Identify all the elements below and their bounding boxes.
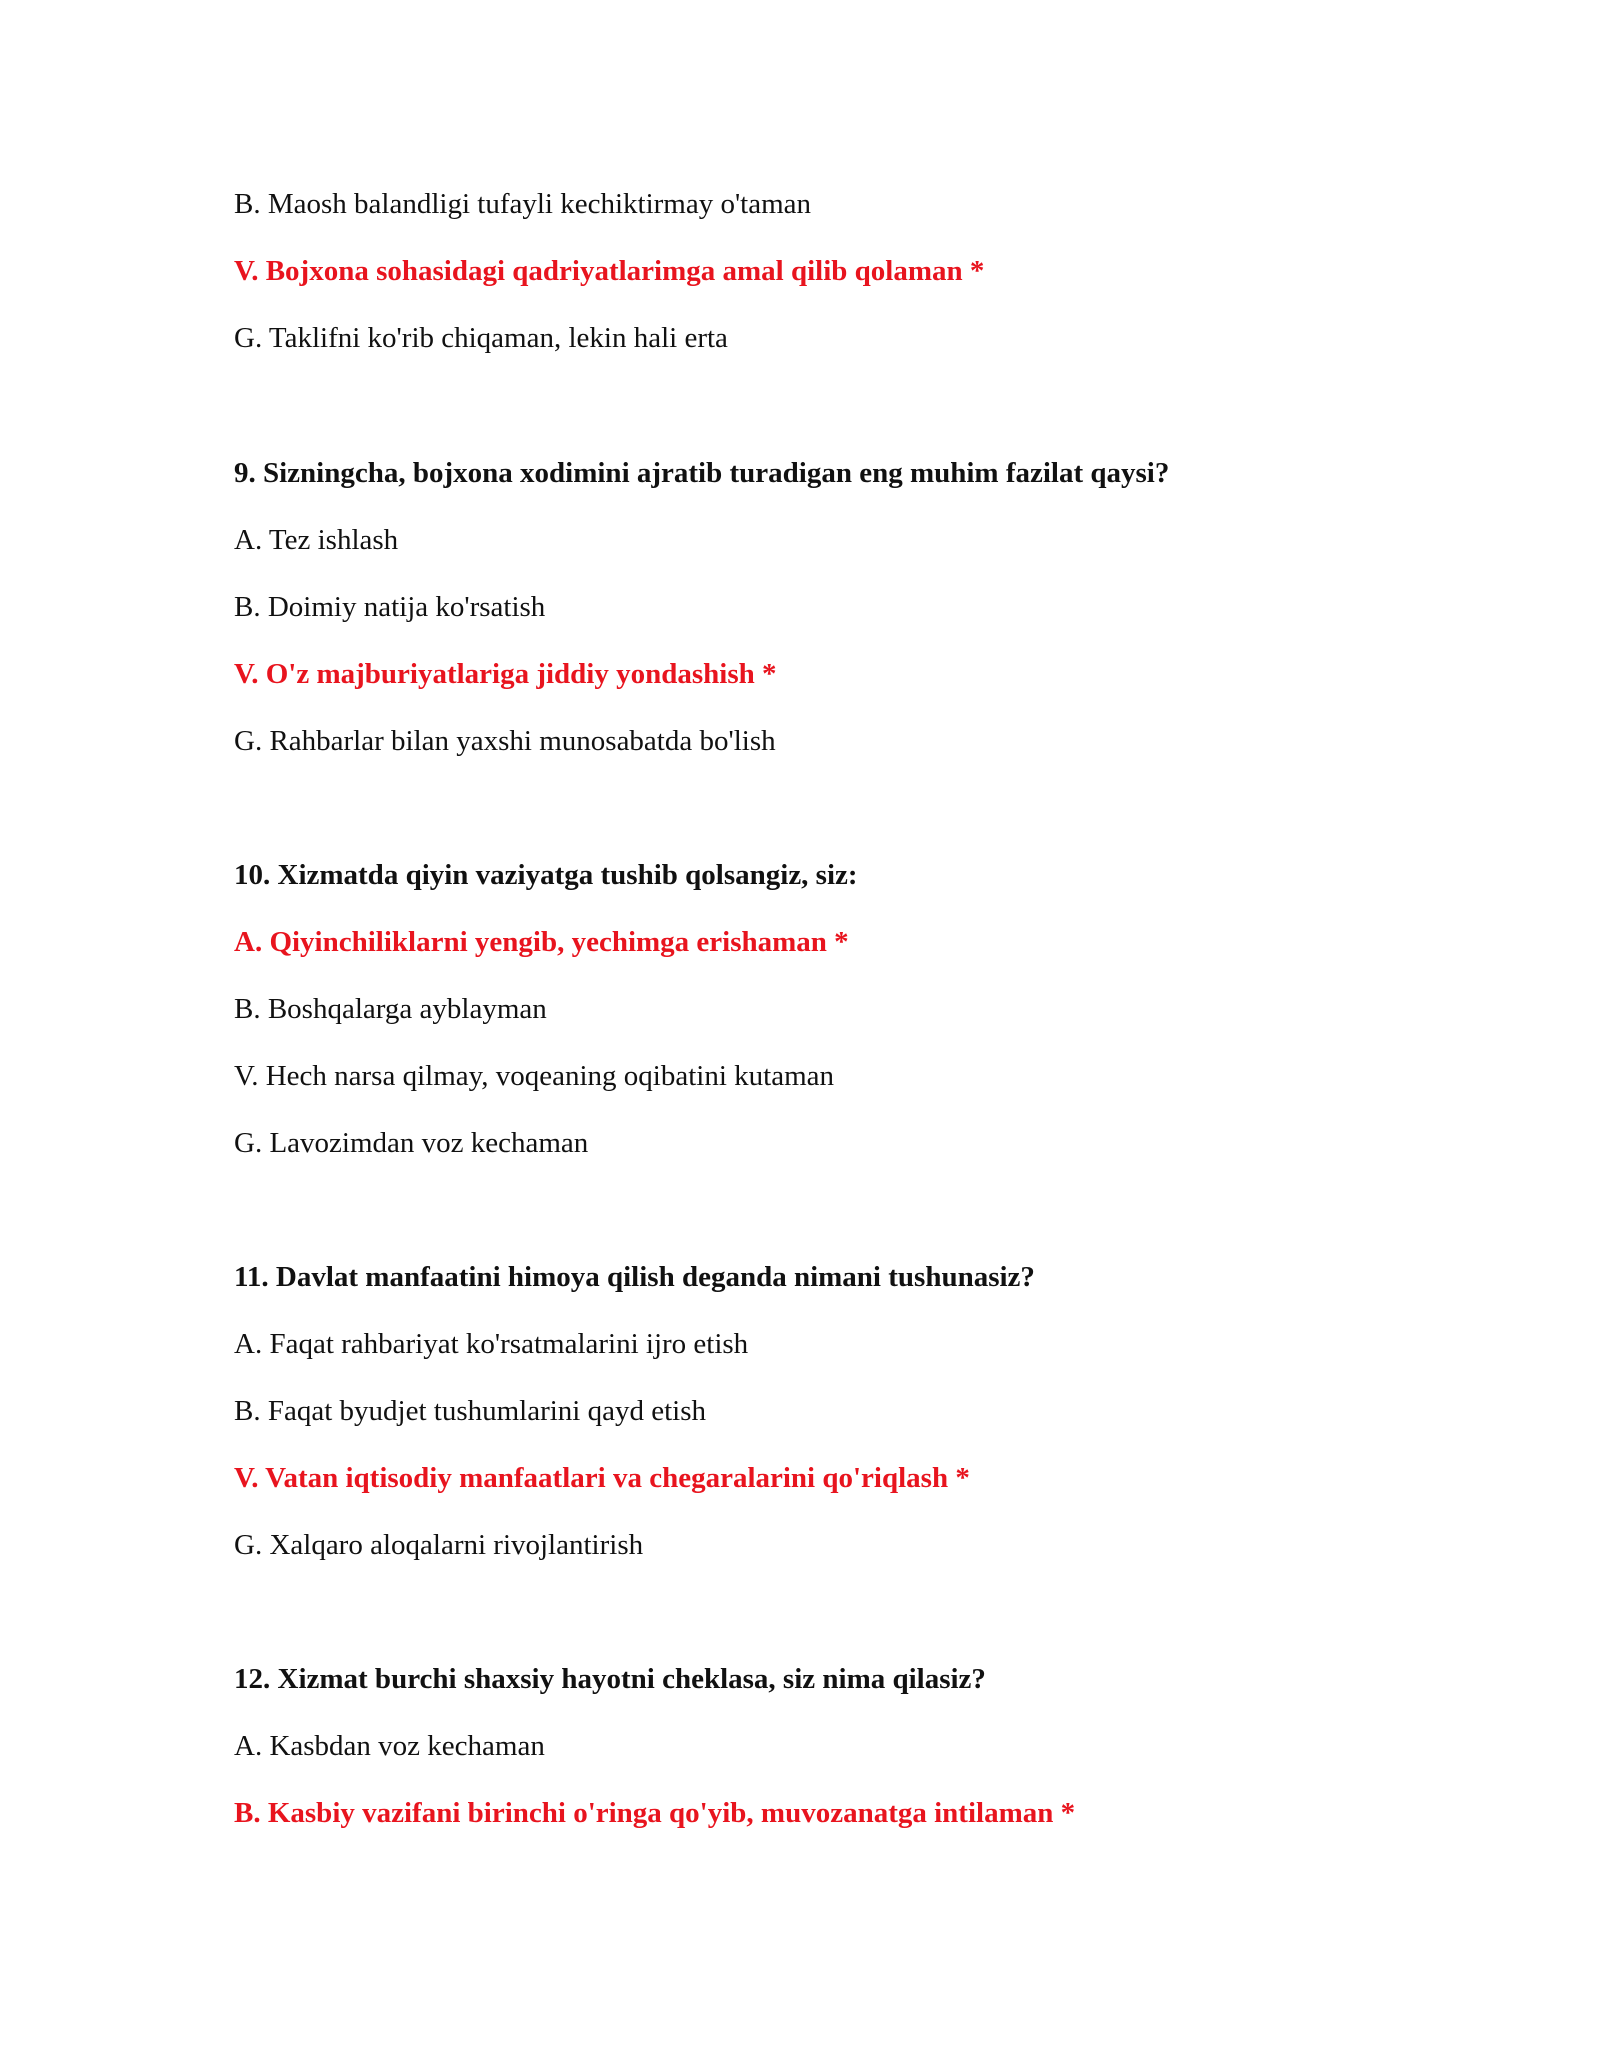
- q10-option-g: G. Lavozimdan voz kechaman: [234, 1127, 589, 1159]
- q11-option-v-correct: V. Vatan iqtisodiy manfaatlari va chegaralarini qo'riqlash *: [234, 1462, 970, 1494]
- q9-question: 9. Sizningcha, bojxona xodimini ajratib turadigan eng muhim fazilat qaysi?: [234, 457, 1170, 489]
- q8-option-g: G. Taklifni ko'rib chiqaman, lekin hali erta: [234, 322, 728, 354]
- q8-option-v-correct: V. Bojxona sohasidagi qadriyatlarimga amal qilib qolaman *: [234, 255, 985, 287]
- q10-option-a-correct: A. Qiyinchiliklarni yengib, yechimga erishaman *: [234, 926, 849, 958]
- q9-option-g: G. Rahbarlar bilan yaxshi munosabatda bo'lish: [234, 725, 776, 757]
- q10-option-b: B. Boshqalarga ayblayman: [234, 993, 547, 1025]
- q11-option-a: A. Faqat rahbariyat ko'rsatmalarini ijro etish: [234, 1328, 749, 1360]
- q12-option-b-correct: B. Kasbiy vazifani birinchi o'ringa qo'yib, muvozanatga intilaman *: [234, 1797, 1076, 1829]
- q12-option-a: A. Kasbdan voz kechaman: [234, 1730, 545, 1762]
- q9-option-v-correct: V. O'z majburiyatlariga jiddiy yondashish *: [234, 658, 777, 690]
- q8-option-b: B. Maosh balandligi tufayli kechiktirmay o'taman: [234, 188, 812, 220]
- q10-option-v: V. Hech narsa qilmay, voqeaning oqibatini kutaman: [234, 1060, 834, 1092]
- q11-option-b: B. Faqat byudjet tushumlarini qayd etish: [234, 1395, 707, 1427]
- q9-option-a: A. Tez ishlash: [234, 524, 399, 556]
- q11-option-g: G. Xalqaro aloqalarni rivojlantirish: [234, 1529, 644, 1561]
- q12-question: 12. Xizmat burchi shaxsiy hayotni cheklasa, siz nima qilasiz?: [234, 1663, 986, 1695]
- q11-question: 11. Davlat manfaatini himoya qilish deganda nimani tushunasiz?: [234, 1261, 1035, 1293]
- q10-question: 10. Xizmatda qiyin vaziyatga tushib qolsangiz, siz:: [234, 859, 858, 891]
- q9-option-b: B. Doimiy natija ko'rsatish: [234, 591, 546, 623]
